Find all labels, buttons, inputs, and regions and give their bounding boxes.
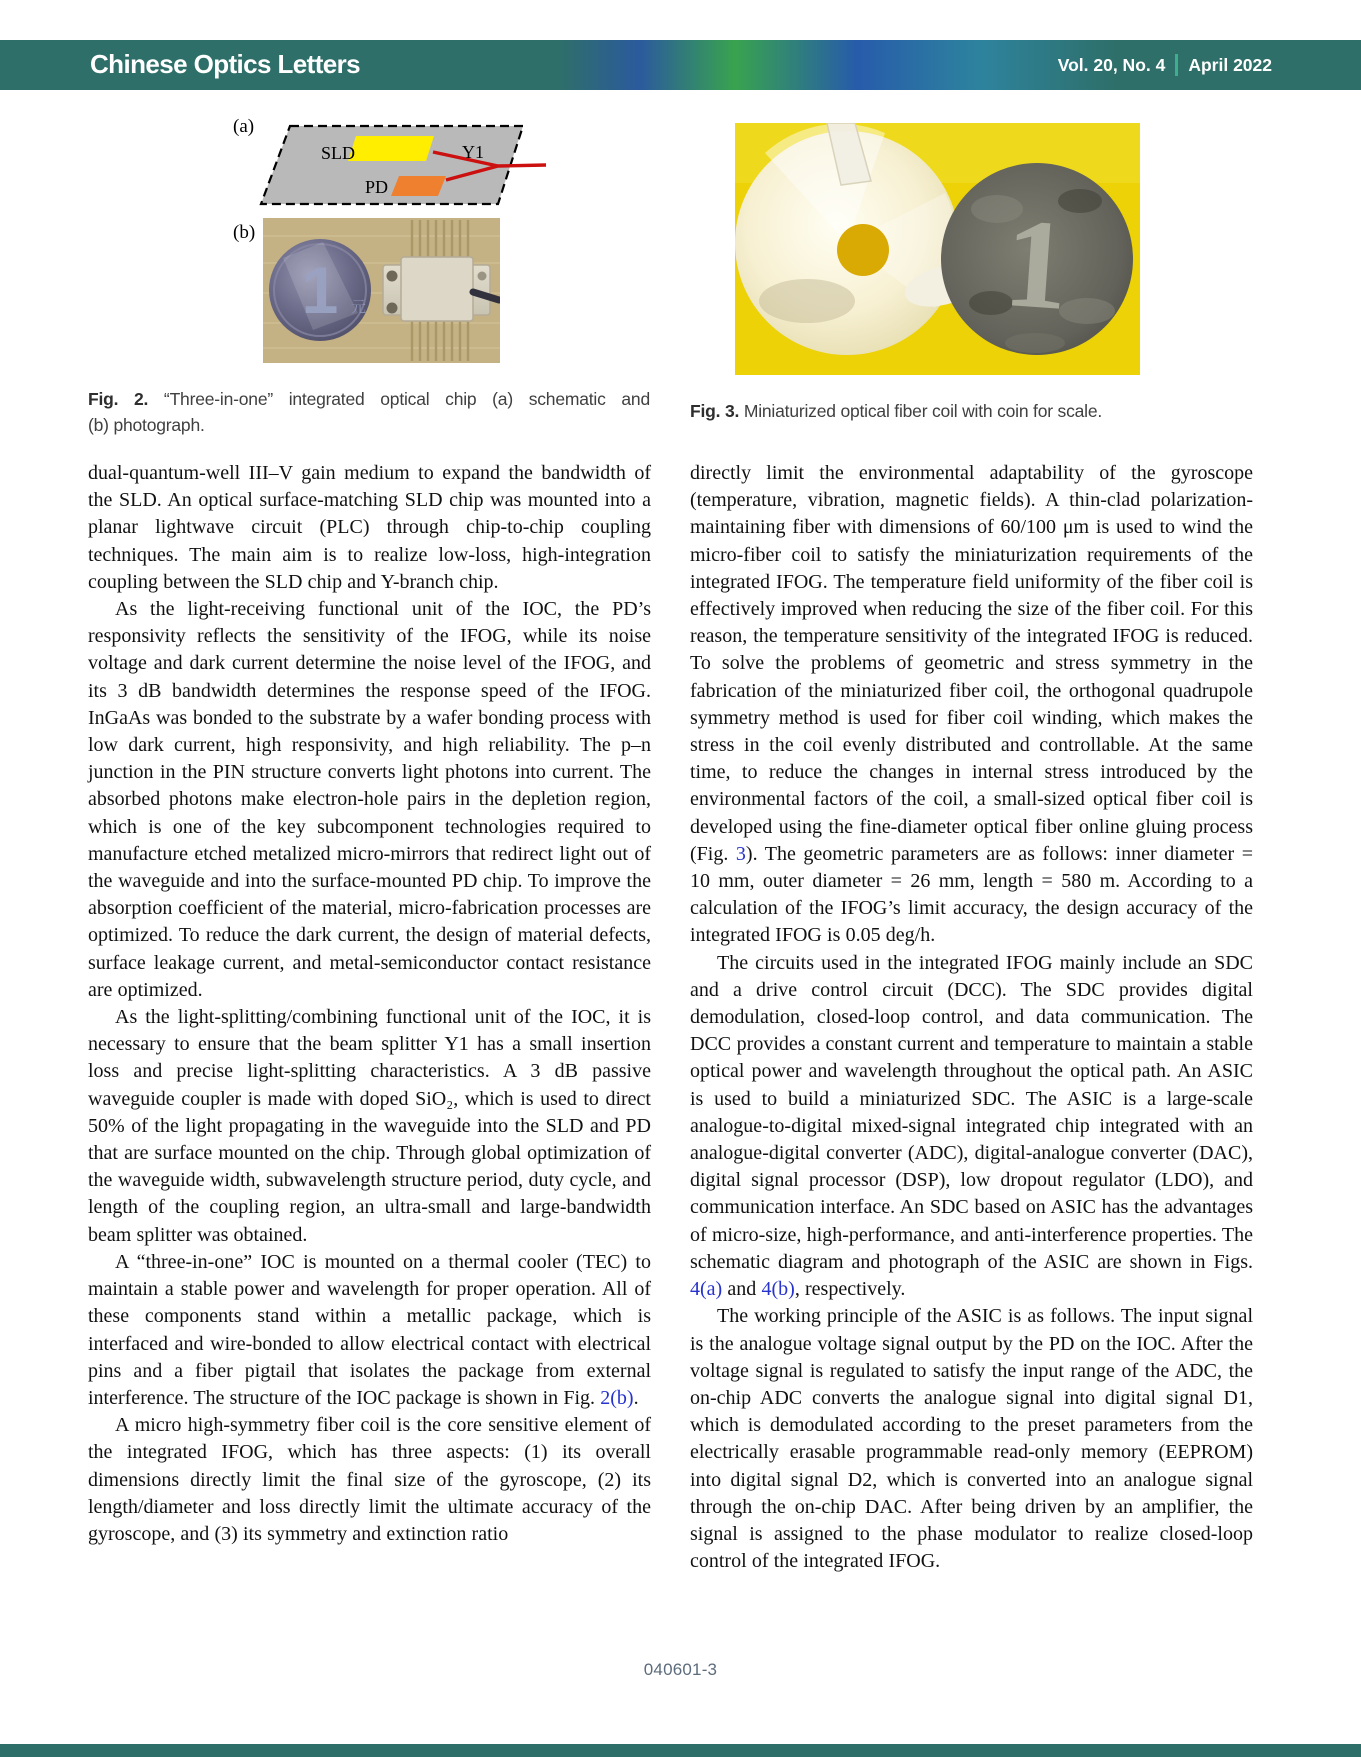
fig2a-label: (a) bbox=[233, 116, 255, 137]
coil-center-hole bbox=[837, 224, 889, 276]
coin-numeral: 1 bbox=[999, 190, 1074, 338]
text-run: As the light-receiving functional unit of the IOC, the PD’s responsivity reflects the sensitivity of the IFOG, while its noise voltage and dark current determine the noise level of the IFOG, and its 3 dB bandwidth determines the response speed of the IFOG. InGaAs was bonded to the substrate by a wafer bonding process with low dark current, high responsivity, and high reliability. The p–n junction in the PIN structure converts light photons into current. The absorbed photons make electron-hole pairs in the depletion region, which is one of the key subcomponent technologies required to manufacture etched metalized micro-mirrors that redirect light out of the waveguide and into the surface-mounted PD chip. To improve the absorption coefficient of the material, micro-fabrication processes are optimized. To reduce the dark current, the design of material defects, surface leakage current, and metal-semiconductor contact resistance are optimized. bbox=[88, 598, 651, 1001]
coin-yuan-character: 元 bbox=[351, 298, 367, 316]
text-run: The circuits used in the integrated IFOG mainly include an SDC and a drive control circuit (DCC). The SDC provides digital demodulation, closed-loop control, and data communication. The DCC provides a constant current and temperature to maintain a stable optical power and wavelength throughout the optical path. An ASIC is used to build a miniaturized SDC. The ASIC is a large-scale analogue-to-digital mixed-signal integrated chip integrated with an analogue-digital converter (ADC), digital-analogue converter (DAC), digital signal processor (DSP), low dropout regulator (LDO), and communication interface. An SDC based on ASIC has the advantages of micro-size, high-performance, and anti-interference properties. The schematic diagram and photograph of the ASIC are shown in Figs. bbox=[690, 951, 1253, 1273]
figure3-caption-text: Miniaturized optical fiber coil with coin for scale. bbox=[739, 401, 1103, 421]
page-number: 040601-3 bbox=[643, 1660, 718, 1679]
text-run: directly limit the environmental adaptability of the gyroscope (temperature, vibration, magnetic fields). A thin-clad polarization-maintaining fiber with dimensions of 60/100 μm is used to wind the micro-fiber coil to satisfy the miniaturization requirements of the integrated IFOG. The temperature field uniformity of the fiber coil is effectively improved when reducing the size of the fiber coil. For this reason, the temperature sensitivity of the integrated IFOG is reduced. To solve the problems of geometric and stress symmetry in the fabrication of the miniaturized fiber coil, the orthogonal quadrupole symmetry method is used for fiber coil winding, which makes the stress in the coil evenly distributed and controllable. At the same time, to reduce the changes in internal stress introduced by the environmental factors of the coil, a small-sized optical fiber coil is developed using the fine-diameter optical fiber online gluing process (Fig. bbox=[690, 462, 1253, 865]
header-bar bbox=[0, 40, 1361, 90]
text-run: dual-quantum-well III–V gain medium to expand the bandwidth of the SLD. An optical surface-matching SLD chip was mounted into a planar lightwave circuit (PLC) through chip-to-chip coupling techniques. The main aim is to realize low-loss, high-integration coupling between the SLD chip and Y-branch chip. bbox=[88, 462, 651, 593]
figure2-caption-prefix: Fig. 2. bbox=[88, 389, 149, 409]
paragraph bbox=[690, 950, 1253, 1304]
left-column bbox=[88, 460, 651, 1548]
volume-issue: Vol. 20, No. 4 bbox=[1057, 54, 1166, 75]
header-divider bbox=[1175, 54, 1178, 76]
paragraph bbox=[88, 596, 651, 1004]
screw-hole-top bbox=[387, 271, 398, 282]
text-run: A “three-in-one” IOC is mounted on a thermal cooler (TEC) to maintain a stable power and wavelength for proper operation. All of these components stand within a metallic package, which is interfaced and wire-bonded to allow electrical contact with electrical pins and a fiber pigtail that isolates the package from external interference. The structure of the IOC package is shown in Fig. bbox=[88, 1250, 651, 1409]
figure3-caption bbox=[690, 398, 1253, 424]
coil-reflection bbox=[759, 279, 855, 323]
sld-label: SLD bbox=[321, 143, 356, 163]
paragraph bbox=[88, 460, 651, 596]
figure2-caption bbox=[88, 386, 650, 438]
header-issue-info bbox=[1058, 54, 1272, 76]
pd-chip bbox=[391, 176, 446, 196]
paragraph bbox=[88, 1004, 651, 1249]
figure-reference-link[interactable]: 3 bbox=[735, 842, 746, 865]
text-run: ). The geometric parameters are as follows: inner diameter = 10 mm, outer diameter = 26 mm, length = 580 m. According to a calculation of the IFOG’s limit accuracy, the design accuracy of the integrated IFOG is 0.05 deg/h. bbox=[690, 842, 1253, 947]
text-run: The working principle of the ASIC is as follows. The input signal is the analogue voltage signal output by the PD on the IOC. After the voltage signal is regulated to satisfy the input range of the ADC, the on-chip ADC converts the analogue signal into digital signal D1, which is demodulated according to the preset parameters from the electrically erasable programmable read-only memory (EEPROM) into digital signal D2, which is converted into an analogue signal through the on-chip DAC. After being driven by an amplifier, the signal is assigned to the phase modulator to realize closed-loop control of the integrated IFOG. bbox=[690, 1305, 1253, 1573]
figure-reference-link[interactable]: 2(b) bbox=[600, 1386, 634, 1409]
coin-numeral: 1 bbox=[301, 253, 339, 327]
screw-hole-bottom bbox=[387, 303, 398, 314]
package-body bbox=[401, 257, 473, 321]
right-column bbox=[690, 460, 1253, 1575]
figure2-caption-line2: (b) photograph. bbox=[88, 415, 205, 435]
fig3-photo bbox=[735, 123, 1140, 375]
figure2-caption-line1 bbox=[88, 386, 650, 412]
pd-label: PD bbox=[365, 177, 389, 197]
text-run: As the light-splitting/combining functional unit of the IOC, it is necessary to ensure that the beam splitter Y1 has a small insertion loss and precise light-splitting characteristics. A 3 dB passive waveguide coupler is made with doped SiO₂, which is used to direct 50% of the light propagating in the waveguide into the SLD and PD that are surface mounted on the chip. Through global optimization of the waveguide width, subwavelength structure period, duty cycle, and length of the coupling region, an ultra-small and large-bandwidth beam splitter was obtained. bbox=[88, 1006, 651, 1246]
text-run: . bbox=[633, 1386, 639, 1409]
figure-reference-link[interactable]: 4(a) bbox=[690, 1278, 723, 1301]
journal-title: Chinese Optics Letters bbox=[90, 48, 360, 79]
issue-date: April 2022 bbox=[1188, 54, 1272, 75]
fig2a-schematic bbox=[230, 108, 560, 210]
figure-reference-link[interactable]: 4(b) bbox=[761, 1278, 795, 1301]
figure2-caption-text: “Three-in-one” integrated optical chip (a) schematic and bbox=[148, 389, 650, 409]
fig2b-photo bbox=[263, 218, 500, 363]
screw-hole-top-right bbox=[478, 272, 487, 281]
figure3-caption-prefix: Fig. 3. bbox=[690, 401, 740, 421]
text-run: , respectively. bbox=[794, 1278, 906, 1301]
sld-chip bbox=[348, 136, 434, 161]
paragraph bbox=[690, 1303, 1253, 1575]
paragraph bbox=[690, 460, 1253, 950]
fig2b-label: (b) bbox=[233, 222, 256, 243]
text-run: A micro high-symmetry fiber coil is the core sensitive element of the integrated IFOG, which has three aspects: (1) its overall dimensions directly limit the final size of the gyroscope, (2) its length/diameter and loss directly limit the ultimate accuracy of the gyroscope, and (3) its symmetry and extinction ratio bbox=[88, 1414, 651, 1545]
y1-label: Y1 bbox=[462, 142, 484, 162]
paragraph bbox=[88, 1249, 651, 1412]
footer-bar bbox=[0, 1744, 1361, 1757]
text-run: and bbox=[722, 1278, 762, 1301]
paragraph bbox=[88, 1412, 651, 1548]
